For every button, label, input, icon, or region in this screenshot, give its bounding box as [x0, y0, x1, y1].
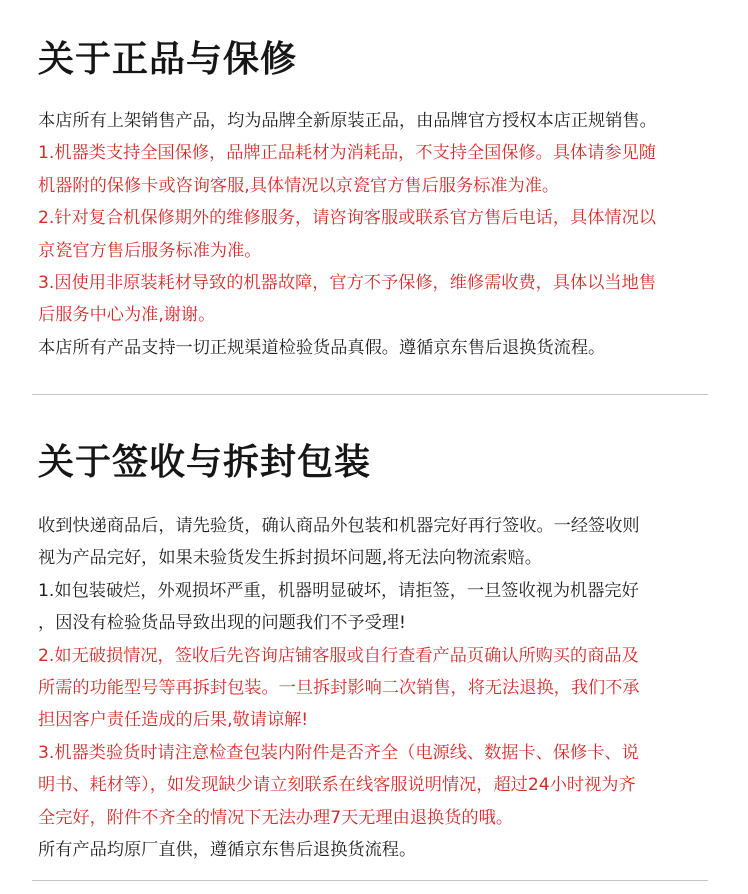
bottom-divider [32, 880, 708, 881]
section-body-genuine-warranty [38, 105, 728, 364]
section-body-receipt-unpacking [38, 510, 728, 866]
paragraph-receipt-rule-1: 1.如包装破烂，外观损坏严重，机器明显破坏，请拒签，一旦签收视为机器完好 ，因没有检验货品导致出现的问题我们不予受理! [38, 580, 639, 634]
paragraph-warranty-rule-2: 2.针对复合机保修期外的维修服务，请咨询客服或联系官方售后电话，具体情况以 京瓷官方售后服务标准为准。 [38, 208, 656, 261]
section-receipt-unpacking [38, 441, 728, 861]
paragraph-receipt-rule-2: 2.如无破损情况，签收后先咨询店铺客服或自行查看产品页确认所购买的商品及 所需的功能型号等再拆封包装。一旦拆封影响二次销售，将无法退换，我们不承 担因客户责任造成的后果,敬请谅解! [38, 645, 640, 731]
paragraph-warranty-rule-3: 3.因使用非原装耗材导致的机器故障，官方不予保修，维修需收费，具体以当地售 后服务中心为准,谢谢。 [38, 273, 656, 326]
paragraph-warranty-rule-1: 1.机器类支持全国保修，品牌正品耗材为消耗品，不支持全国保修。具体请参见随 机器附的保修卡或咨询客服,具体情况以京瓷官方售后服务标准为准。 [38, 143, 656, 196]
paragraph-inspect-before-signing: 收到快递商品后，请先验货，确认商品外包装和机器完好再行签收。一经签收则 视为产品完好，如果未验货发生拆封损坏问题,将无法向物流索赔。 [38, 516, 640, 569]
section-title-receipt-unpacking: 关于签收与拆封包装 [38, 442, 372, 483]
paragraph-authenticity-check: 本店所有产品支持一切正规渠道检验货品真假。遵循京东售后退换货流程。 [38, 337, 606, 358]
paragraph-factory-direct: 所有产品均原厂直供，遵循京东售后退换货流程。 [38, 840, 417, 861]
paragraph-authorized-sale: 本店所有上架销售产品，均为品牌全新原装正品，由品牌官方授权本店正规销售。 [38, 111, 657, 131]
section-title-genuine-warranty: 关于正品与保修 [38, 39, 298, 80]
paragraph-receipt-rule-3: 3.机器类验货时请注意检查包装内附件是否齐全（电源线、数据卡、保修卡、说 明书、耗材等），如发现缺少请立刻联系在线客服说明情况，超过24小时视为齐 全完好，附件不齐全的情况下无法办理7天无理由退换货的哦。 [38, 742, 639, 828]
section-divider [32, 394, 708, 395]
section-genuine-warranty [38, 38, 728, 358]
